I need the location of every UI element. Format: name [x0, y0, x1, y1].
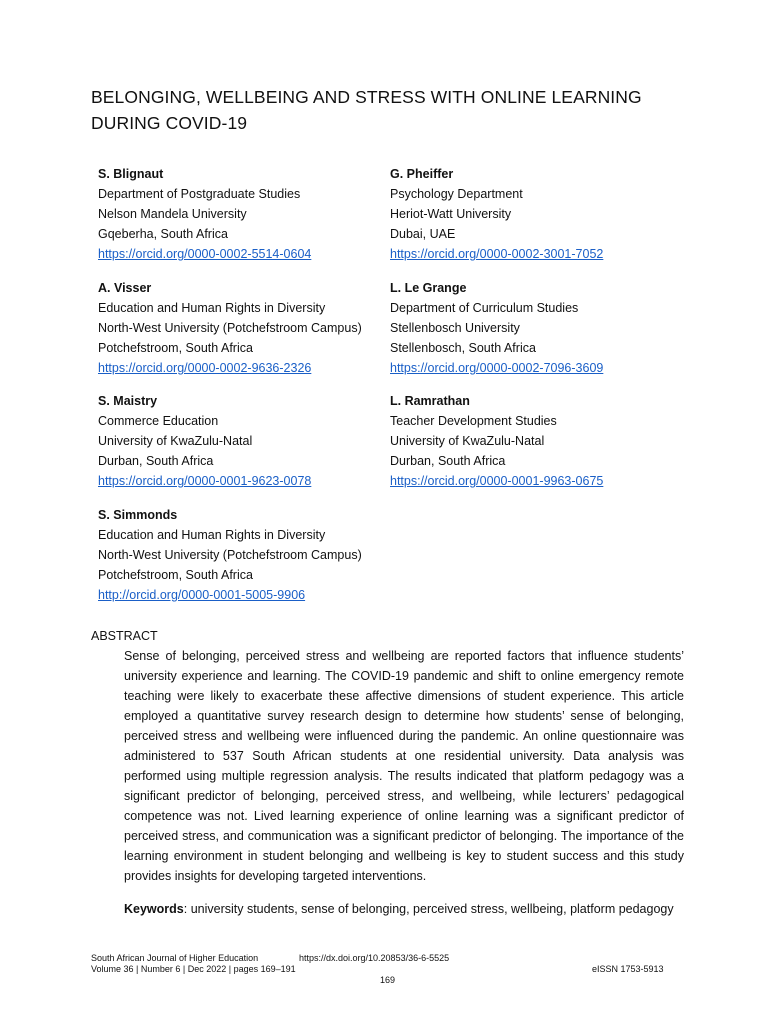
author-location: Gqeberha, South Africa — [98, 227, 228, 241]
author-department: Psychology Department — [390, 187, 523, 201]
author-department: Department of Curriculum Studies — [390, 301, 579, 315]
abstract-heading: ABSTRACT — [91, 629, 158, 643]
author-name: S. Maistry — [98, 394, 158, 408]
orcid-link[interactable]: http://orcid.org/0000-0001-5005-9906 — [98, 588, 306, 602]
author-block — [98, 164, 398, 264]
author-location: Durban, South Africa — [390, 454, 506, 468]
author-block — [98, 391, 398, 491]
author-department: Teacher Development Studies — [390, 414, 557, 428]
author-name: S. Simmonds — [98, 508, 178, 522]
author-location: Durban, South Africa — [98, 454, 214, 468]
keywords-text: : university students, sense of belonging, perceived stress, wellbeing, platform pedagogy — [183, 902, 674, 916]
author-institution: University of KwaZulu-Natal — [98, 434, 253, 448]
author-institution: Stellenbosch University — [390, 321, 520, 335]
footer-doi: https://dx.doi.org/10.20853/36-6-5525 — [299, 953, 450, 963]
author-name: S. Blignaut — [98, 167, 164, 181]
author-location: Dubai, UAE — [390, 227, 456, 241]
author-name: A. Visser — [98, 281, 152, 295]
author-name: L. Ramrathan — [390, 394, 470, 408]
author-institution: Nelson Mandela University — [98, 207, 247, 221]
author-block — [390, 391, 690, 491]
author-institution: University of KwaZulu-Natal — [390, 434, 545, 448]
author-block — [390, 164, 690, 264]
orcid-link[interactable]: https://orcid.org/0000-0001-9623-0078 — [98, 474, 312, 488]
author-name: G. Pheiffer — [390, 167, 454, 181]
footer-volume: Volume 36 | Number 6 | Dec 2022 | pages 169–191 — [91, 964, 296, 974]
orcid-link[interactable]: https://orcid.org/0000-0002-3001-7052 — [390, 247, 604, 261]
abstract-body: Sense of belonging, perceived stress and wellbeing are reported factors that influence students’ university experience and learning. The COVID-19 pandemic and shift to online emergency remote teaching were likely to exacerbate these affective dimensions of student experience. This article employed a quantitative survey research design to determine how students’ sense of belonging, perceived stress and wellbeing were influenced during the pandemic. An online questionnaire was administered to 537 South African students at one residential university. Data analysis was performed using multiple regression analysis. The results indicated that platform pedagogy was a significant predictor of belonging, perceived stress, and wellbeing, while lecturers’ pedagogical competence was not. Lived learning experience of online learning was a significant predictor of perceived stress, and communication was a significant predictor of belonging. The importance of the learning environment in student belonging and wellbeing is key to student success and this study provides insights for developing targeted interventions. — [124, 649, 684, 883]
footer-eissn: eISSN 1753-5913 — [592, 964, 664, 974]
orcid-link[interactable]: https://orcid.org/0000-0002-9636-2326 — [98, 361, 312, 375]
author-location: Stellenbosch, South Africa — [390, 341, 536, 355]
author-name: L. Le Grange — [390, 281, 467, 295]
page-number: 169 — [380, 975, 396, 985]
title-line-1: BELONGING, WELLBEING AND STRESS WITH ONLINE LEARNING — [91, 87, 642, 107]
keywords-label: Keywords — [124, 902, 184, 916]
author-location: Potchefstroom, South Africa — [98, 568, 253, 582]
title-line-2: DURING COVID-19 — [91, 113, 248, 133]
article-title — [91, 84, 711, 136]
author-department: Department of Postgraduate Studies — [98, 187, 301, 201]
author-location: Potchefstroom, South Africa — [98, 341, 253, 355]
author-institution: North-West University (Potchefstroom Campus) — [98, 548, 362, 562]
author-block — [390, 278, 690, 378]
author-department: Education and Human Rights in Diversity — [98, 528, 326, 542]
author-block — [98, 278, 398, 378]
author-department: Commerce Education — [98, 414, 219, 428]
author-institution: Heriot-Watt University — [390, 207, 512, 221]
author-block — [98, 505, 398, 605]
keywords-line — [124, 899, 704, 919]
author-department: Education and Human Rights in Diversity — [98, 301, 326, 315]
orcid-link[interactable]: https://orcid.org/0000-0002-7096-3609 — [390, 361, 604, 375]
footer-journal: South African Journal of Higher Education — [91, 953, 259, 963]
orcid-link[interactable]: https://orcid.org/0000-0002-5514-0604 — [98, 247, 312, 261]
author-institution: North-West University (Potchefstroom Campus) — [98, 321, 362, 335]
orcid-link[interactable]: https://orcid.org/0000-0001-9963-0675 — [390, 474, 604, 488]
